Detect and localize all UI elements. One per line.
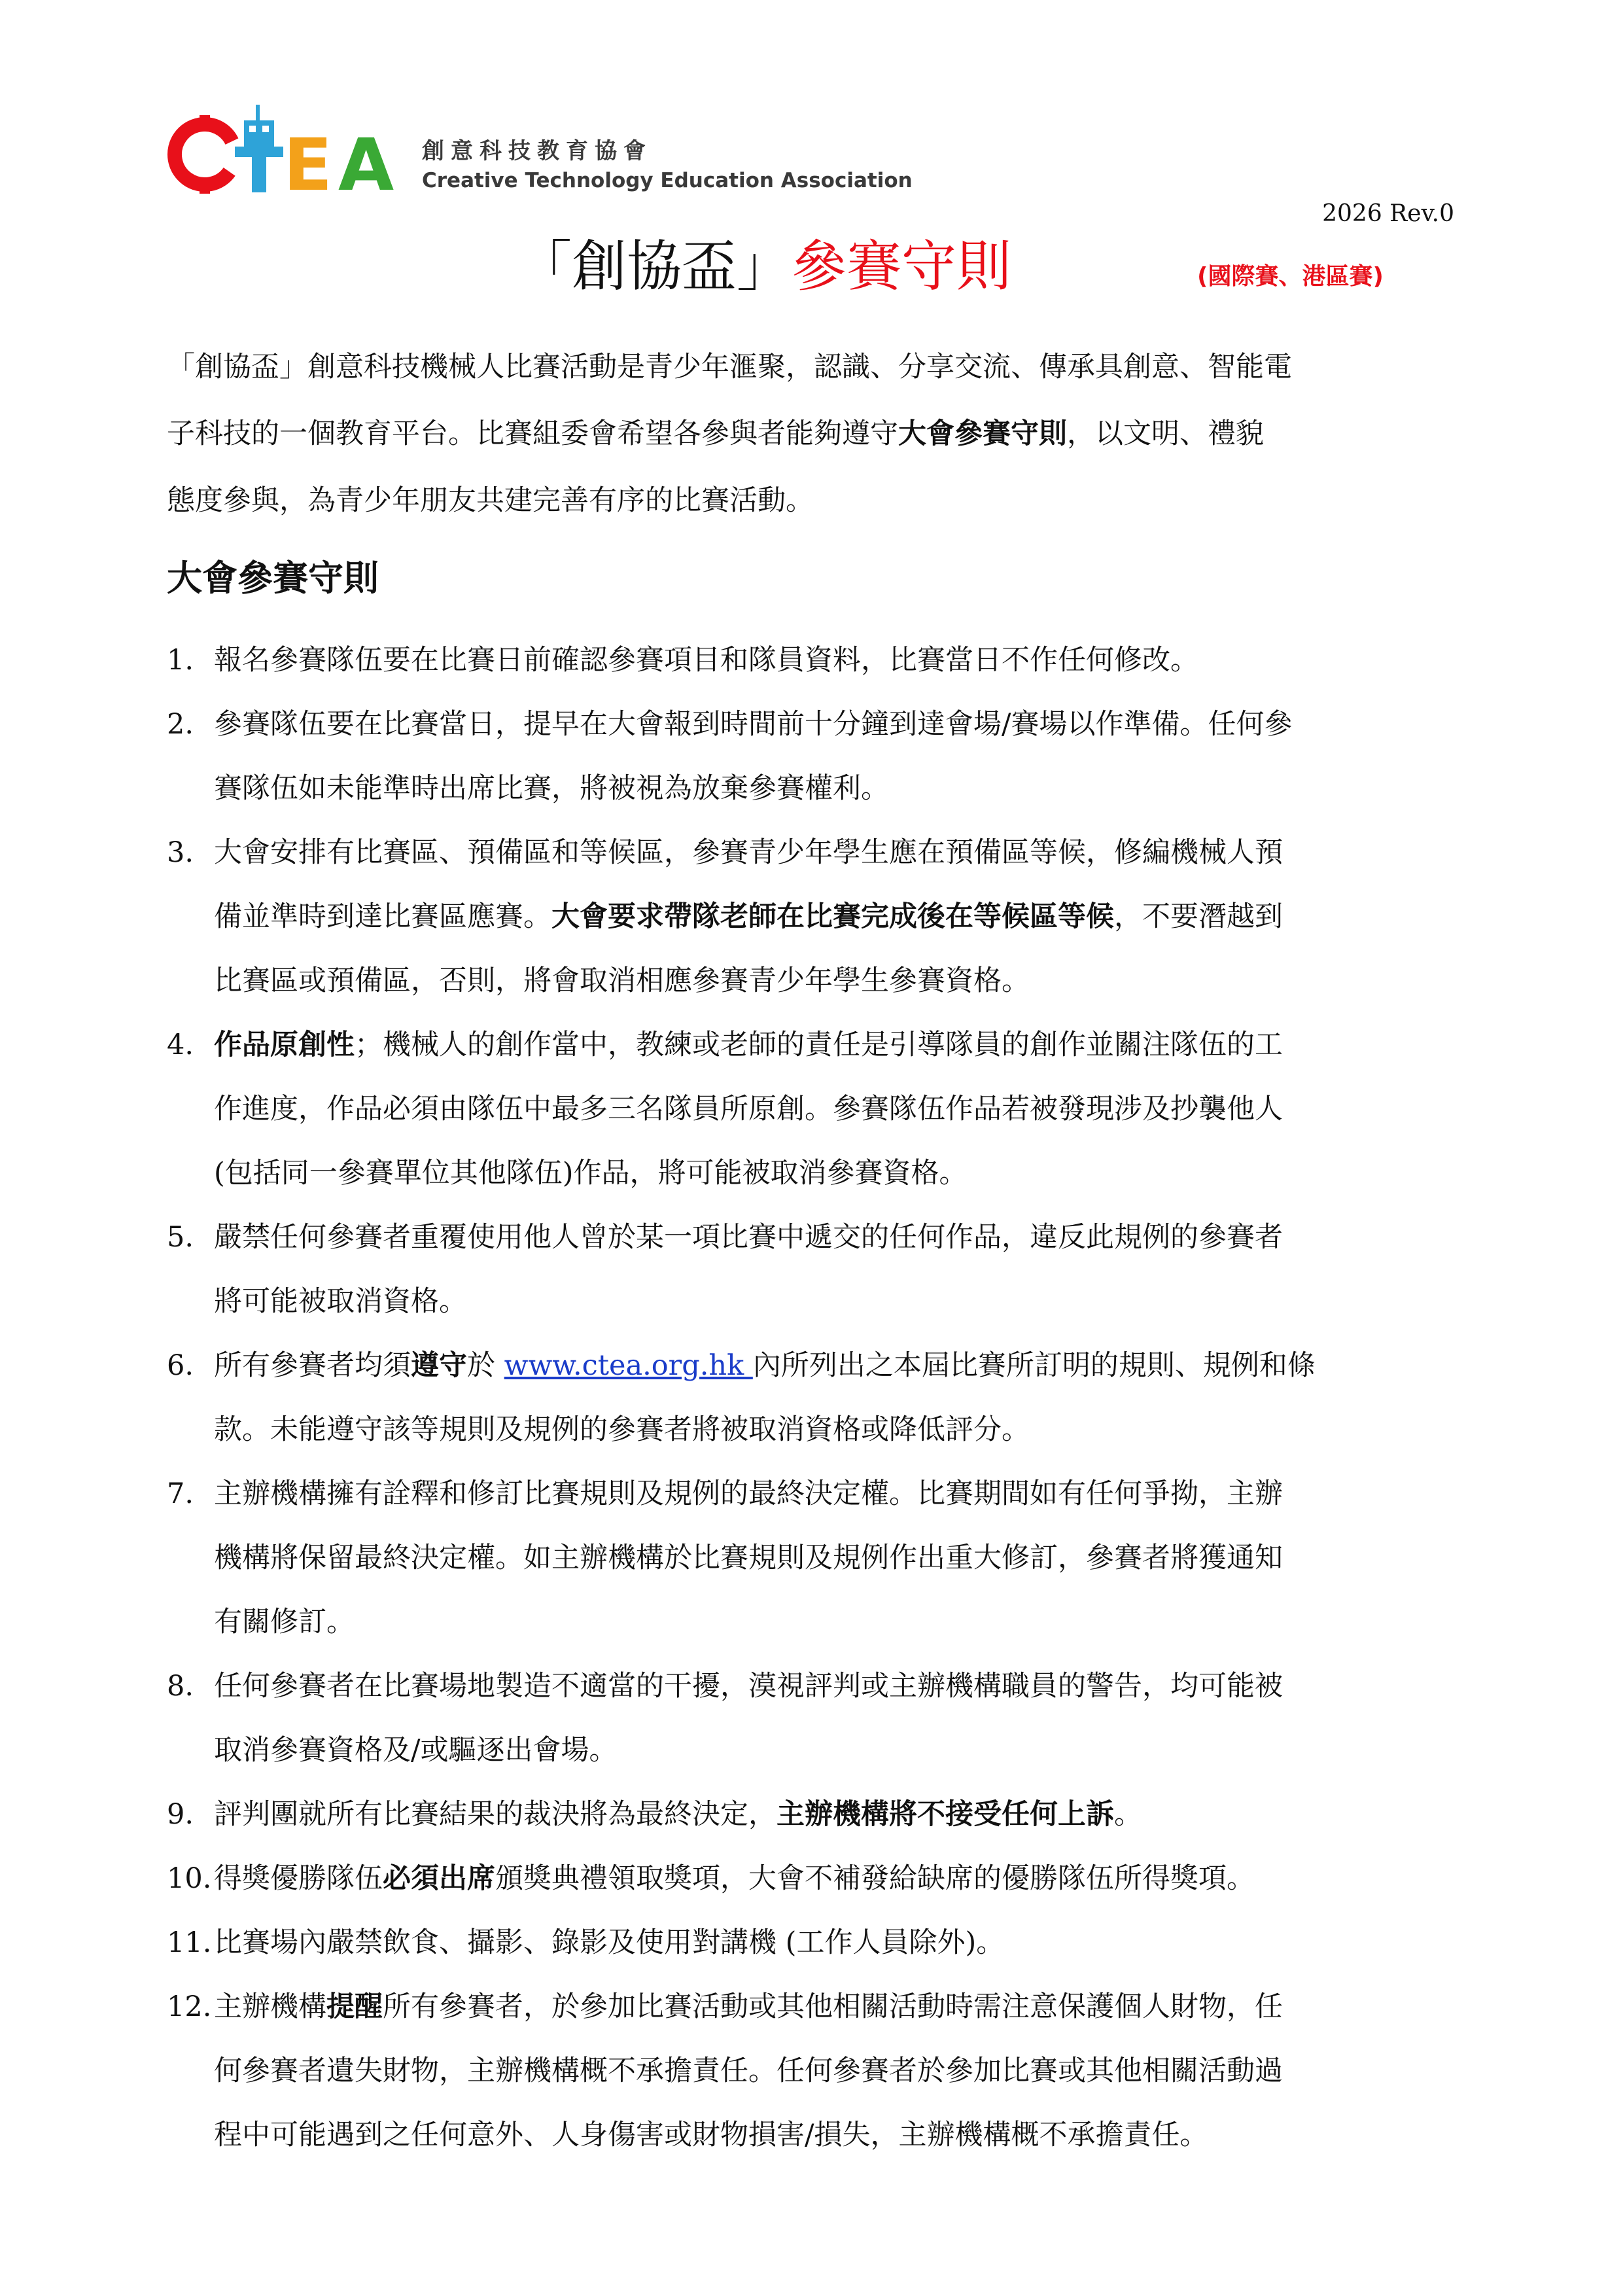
rule-text: 嚴禁任何參賽者重覆使用他人曾於某一項比賽中遞交的任何作品，違反此規例的參賽者 [214,1221,1283,1254]
rule-bold-text: 必須出席 [383,1862,495,1895]
rule-text: 賽隊伍如未能準時出席比賽，將被視為放棄參賽權利。 [214,772,889,805]
intro-line [167,400,1459,467]
page-title [517,230,1011,302]
document-body [167,334,1459,2167]
rule-text: 比賽場內嚴禁飲食、攝影、錄影及使用對講機 (工作人員除外)。 [214,1926,1005,1959]
rule-number: 6. [167,1349,194,1382]
list-item [167,821,1459,1013]
rule-text-part: 評判團就所有比賽結果的裁決將為最終決定， [214,1798,777,1831]
rule-text: 取消參賽資格及/或驅逐出會場。 [214,1734,618,1767]
rule-number: 4. [167,1029,194,1061]
rule-number: 3. [167,836,194,869]
rule-text-part: 內所列出之本屆比賽所訂明的規則、規例和條 [752,1349,1316,1382]
list-item [167,1333,1459,1462]
rule-text [214,1975,1459,2039]
rule-text: 主辦機構擁有詮釋和修訂比賽規則及規例的最終決定權。比賽期間如有任何爭拗，主辦 [214,1477,1283,1510]
list-item [167,628,1459,692]
rule-text-part: 主辦機構 [214,1990,326,2023]
revision-label: 2026 Rev.0 [1322,200,1454,227]
website-link[interactable]: www.ctea.org.hk [504,1349,753,1382]
rule-number: 11. [167,1926,212,1959]
rule-text: 款。未能遵守該等規則及規例的參賽者將被取消資格或降低評分。 [214,1413,1030,1446]
list-item [167,1013,1459,1205]
rule-text: 有關修訂。 [214,1606,355,1638]
rule-text-part: 得獎優勝隊伍 [214,1862,383,1895]
rule-text: 比賽區或預備區，否則，將會取消相應參賽青少年學生參賽資格。 [214,964,1030,997]
rule-bold-text: 大會要求帶隊老師在比賽完成後在等候區等候 [551,900,1114,933]
rule-text [214,885,1459,949]
intro-text: 子科技的一個教育平台。比賽組委會希望各參與者能夠遵守 [167,417,898,450]
rule-text: 報名參賽隊伍要在比賽日前確認參賽項目和隊員資料，比賽當日不作任何修改。 [214,644,1198,677]
rule-number: 5. [167,1221,194,1254]
intro-line: 態度參與，為青少年朋友共建完善有序的比賽活動。 [167,484,814,517]
list-item [167,1462,1459,1654]
title-rules: 參賽守則 [792,234,1012,298]
intro-paragraph [167,334,1459,534]
rule-text: (包括同一參賽單位其他隊伍)作品，將可能被取消參賽資格。 [214,1157,968,1190]
rule-text-part: 所有參賽者均須 [214,1349,411,1382]
org-name-english: Creative Technology Education Association [422,169,913,192]
rule-text: 參賽隊伍要在比賽當日，提早在大會報到時間前十分鐘到達會場/賽場以作準備。任何參 [214,708,1293,741]
rule-number: 12. [167,1990,212,2023]
rule-text [214,1333,1459,1398]
list-item [167,692,1459,821]
rule-text-part: ，不要潛越到 [1114,900,1283,933]
rule-number: 2. [167,708,194,741]
rule-text-part: 所有參賽者，於參加比賽活動或其他相關活動時需注意保護個人財物，任 [383,1990,1283,2023]
list-item [167,1911,1459,1975]
rule-number: 9. [167,1798,194,1831]
rule-text: 程中可能遇到之任何意外、人身傷害或財物損害/損失，主辦機構概不承擔責任。 [214,2119,1208,2151]
rule-text [214,1013,1459,1077]
rule-bold-text: 作品原創性 [214,1029,355,1061]
rule-text-part: 備並準時到達比賽區應賽。 [214,900,551,933]
intro-text: ，以文明、禮貌 [1067,417,1264,450]
rule-text-part: 於 [467,1349,504,1382]
rule-bold-text: 提醒 [326,1990,383,2023]
title-cup-name: 「創協盃」 [517,234,792,298]
rule-text: 大會安排有比賽區、預備區和等候區，參賽青少年學生應在預備區等候，修編機械人預 [214,836,1283,869]
rule-text [214,1846,1459,1911]
rule-number: 7. [167,1477,194,1510]
list-item [167,1975,1459,2167]
list-item [167,1846,1459,1911]
intro-line: 「創協盃」創意科技機械人比賽活動是青少年滙聚，認識、分享交流、傳承具創意、智能電 [167,351,1292,383]
rule-bold-text: 遵守 [411,1349,467,1382]
rule-text-part: 頒獎典禮領取獎項，大會不補發給缺席的優勝隊伍所得獎項。 [495,1862,1255,1895]
rule-number: 10. [167,1862,212,1895]
rule-text-part: ；機械人的創作當中，教練或老師的責任是引導隊員的創作並關注隊伍的工 [355,1029,1283,1061]
organization-logo [167,98,952,196]
title-scope: (國際賽、港區賽) [1197,263,1384,290]
rules-list [167,628,1459,2167]
rule-number: 1. [167,644,194,677]
rule-text-part: 。 [1114,1798,1142,1831]
intro-bold-text: 大會參賽守則 [898,417,1067,450]
rule-text: 機構將保留最終決定權。如主辦機構於比賽規則及規例作出重大修訂，參賽者將獲通知 [214,1542,1283,1574]
svg-text:E: E [283,123,333,196]
rule-text: 將可能被取消資格。 [214,1285,467,1318]
logo-text [422,136,913,195]
rule-text: 作進度，作品必須由隊伍中最多三名隊員所原創。參賽隊伍作品若被發現涉及抄襲他人 [214,1093,1283,1125]
list-item [167,1205,1459,1333]
rule-bold-text: 主辦機構將不接受任何上訴 [777,1798,1114,1831]
rule-text: 何參賽者遺失財物，主辦機構概不承擔責任。任何參賽者於參加比賽或其他相關活動過 [214,2055,1283,2087]
rule-text [214,1782,1459,1846]
section-heading: 大會參賽守則 [167,557,379,599]
ctea-logo-icon [167,98,402,196]
svg-text:A: A [338,123,394,196]
title-row [0,230,1623,309]
list-item [167,1782,1459,1846]
org-name-chinese: 創意科技教育協會 [422,138,652,164]
rule-number: 8. [167,1670,194,1703]
rule-text: 任何參賽者在比賽場地製造不適當的干擾，漠視評判或主辦機構職員的警告，均可能被 [214,1670,1283,1703]
list-item [167,1654,1459,1782]
